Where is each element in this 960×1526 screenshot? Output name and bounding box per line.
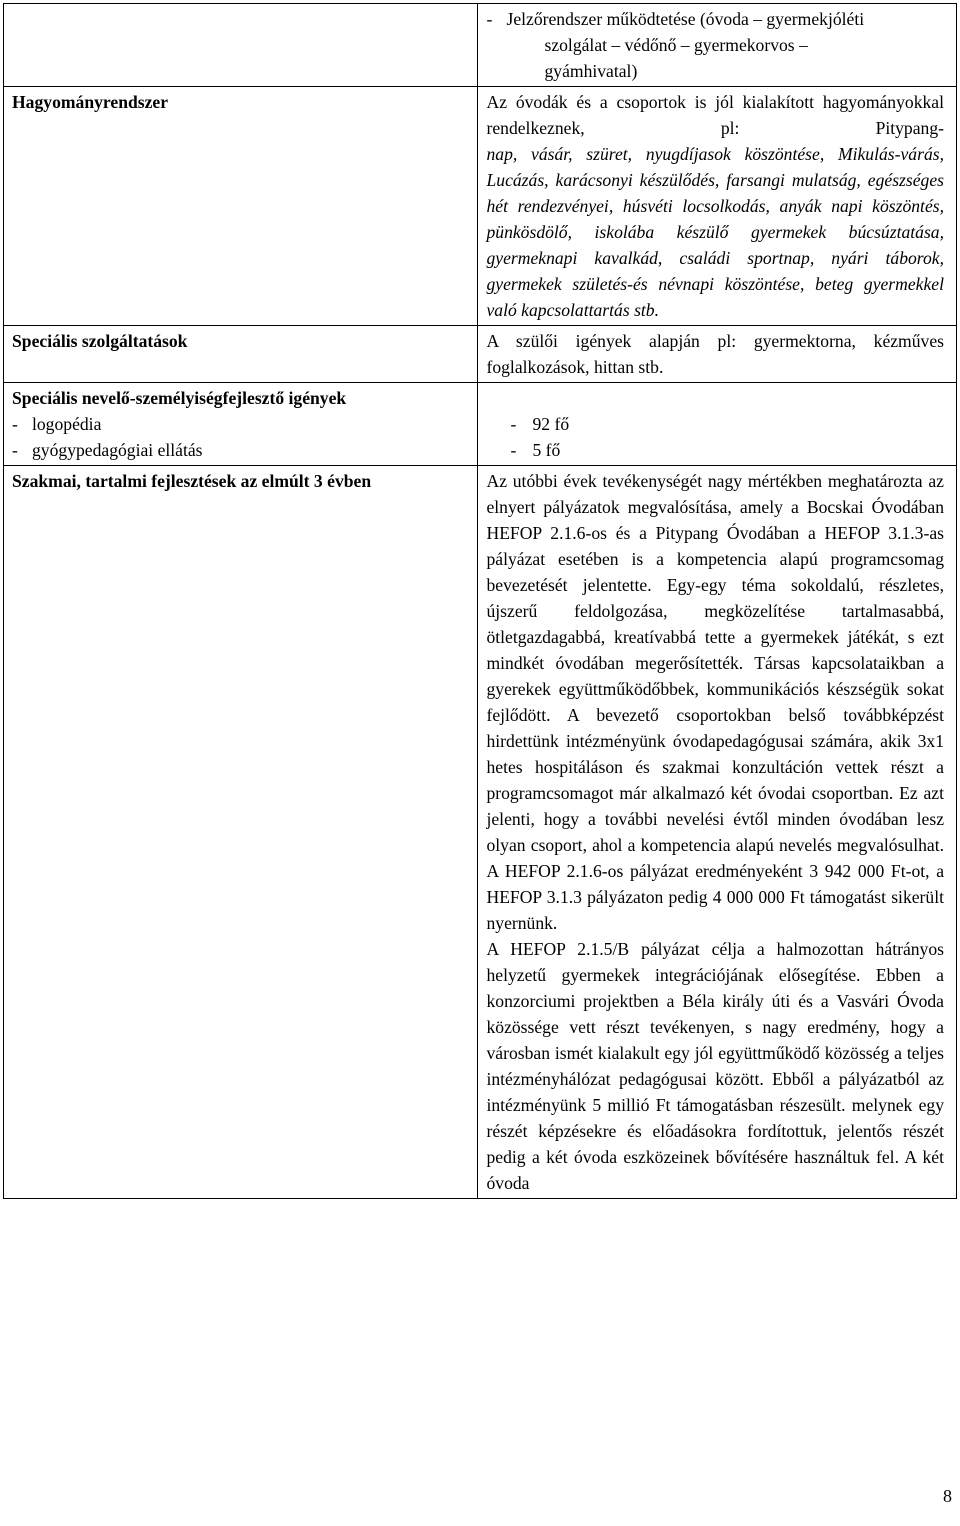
paragraph: A szülői igények alapján pl: gyermektorna, kézműves foglalkozások, hittan stb. xyxy=(478,326,957,383)
list-item-text: 92 fő xyxy=(532,414,570,434)
paragraph-italic: nap, vásár, szüret, nyugdíjasok köszöntése, Mikulás-várás, Lucázás, karácsonyi készülődés, farsangi mulatság, egészséges hét rendezvényei, húsvéti locsolkodás, anyák napi köszöntés, pünkösdölő, iskolába készülő gyermekek búcsúztatása, gyermeknapi kavalkád, családi sportnap, nyári táborok, gyermekek születés-és névnapi köszöntése, beteg gyermekkel való kapcsolattartás stb. xyxy=(486,144,944,320)
dash-marker: - xyxy=(486,9,493,29)
row4-right-cell xyxy=(478,383,957,466)
row2-right-cell xyxy=(478,87,957,326)
row-label-hagyomanyrendszer: Hagyományrendszer xyxy=(4,87,478,326)
page-number: 8 xyxy=(943,1486,952,1506)
row1-left-cell xyxy=(4,4,478,87)
table-row xyxy=(4,87,957,326)
content-table xyxy=(3,3,957,1199)
list-item xyxy=(486,6,944,84)
dash-marker: - xyxy=(12,440,18,460)
list-item-text: gyógypedagógiai ellátás xyxy=(32,440,203,460)
dash-marker: - xyxy=(510,440,517,460)
table-row xyxy=(4,4,957,87)
paragraph: A HEFOP 2.1.5/B pályázat célja a halmozottan hátrányos helyzetű gyermekek integrációjának elősegítése. Ebben a konzorciumi projektben a Béla király úti és a Vasvári Óvoda közössége vett részt tevékenyen, s nagy eredmény, hogy a városban ismét kialakult egy jól együttműködő közösség a teljes intézményhálózat pedagógusai között. Ebből a pályázatból az intézményünk 5 millió Ft támogatásban részesült. melynek egy részét képzésekre és előadásokra fordítottuk, jelentős részét pedig a két óvoda eszközeinek bővítésére használtuk fel. A két óvoda xyxy=(486,939,944,1193)
list-item-text: Jelzőrendszer működtetése (óvoda – gyermekjóléti szolgálat – védőnő – gyermekorvos – gyámhivatal) xyxy=(506,9,865,81)
paragraph: Az óvodák és a csoportok is jól kialakított hagyományokkal rendelkeznek, pl: Pitypang- xyxy=(486,92,944,138)
list-item xyxy=(486,437,944,463)
row1-right-cell xyxy=(478,4,957,87)
paragraph: Az utóbbi évek tevékenységét nagy mértékben meghatározta az elnyert pályázatok megvalósítása, amely a Bocskai Óvodában HEFOP 2.1.6-os és a Pitypang Óvodában a HEFOP 3.1.3-as pályázat esetében is a kompetencia alapú programcsomag bevezetését jelentette. Egy-egy téma sokoldalú, részletes, újszerű feldolgozása, megközelítése tartalmasabbá, ötletgazdagabbá, kreatívabbá tette a gyermekek játékát, s ezt mindkét óvodában megerősítették. Társas kapcsolataikban a gyerekek együttműködőbbek, kommunikációs készségük sokat fejlődött. A bevezető csoportokban belső továbbképzést hirdettünk intézményünk óvodapedagógusai számára, akik 3x1 hetes hospitáláson és szakmai konzultáción vettek részt a programcsomagot már alkalmazó két óvodai csoportban. Ez azt jelenti, hogy a további nevelési évtől minden óvodában lesz olyan csoport, ahol a kompetencia alapú nevelés megvalósulhat. A HEFOP 2.1.6-os pályázat eredményeként 3 942 000 Ft-ot, a HEFOP 3.1.3 pályázaton pedig 4 000 000 Ft támogatást sikerült nyernünk. xyxy=(486,471,944,933)
list-item-text: logopédia xyxy=(32,414,102,434)
table-row xyxy=(4,466,957,1199)
row-label-specialis-igenyek: Speciális nevelő-személyiségfejlesztő igények xyxy=(12,388,347,408)
row5-right-cell xyxy=(478,466,957,1199)
row-label-specialis-szolgaltatasok: Speciális szolgáltatások xyxy=(4,326,478,383)
table-row xyxy=(4,383,957,466)
dash-marker: - xyxy=(12,414,18,434)
dash-marker: - xyxy=(510,414,517,434)
list-item-text: 5 fő xyxy=(532,440,561,460)
list-item xyxy=(486,411,944,437)
list-item xyxy=(12,411,465,437)
list-item xyxy=(12,437,465,463)
table-row xyxy=(4,326,957,383)
row4-left-cell xyxy=(4,383,478,466)
row-label-szakmai-fejlesztesek: Szakmai, tartalmi fejlesztések az elmúlt 3 évben xyxy=(4,466,478,1199)
